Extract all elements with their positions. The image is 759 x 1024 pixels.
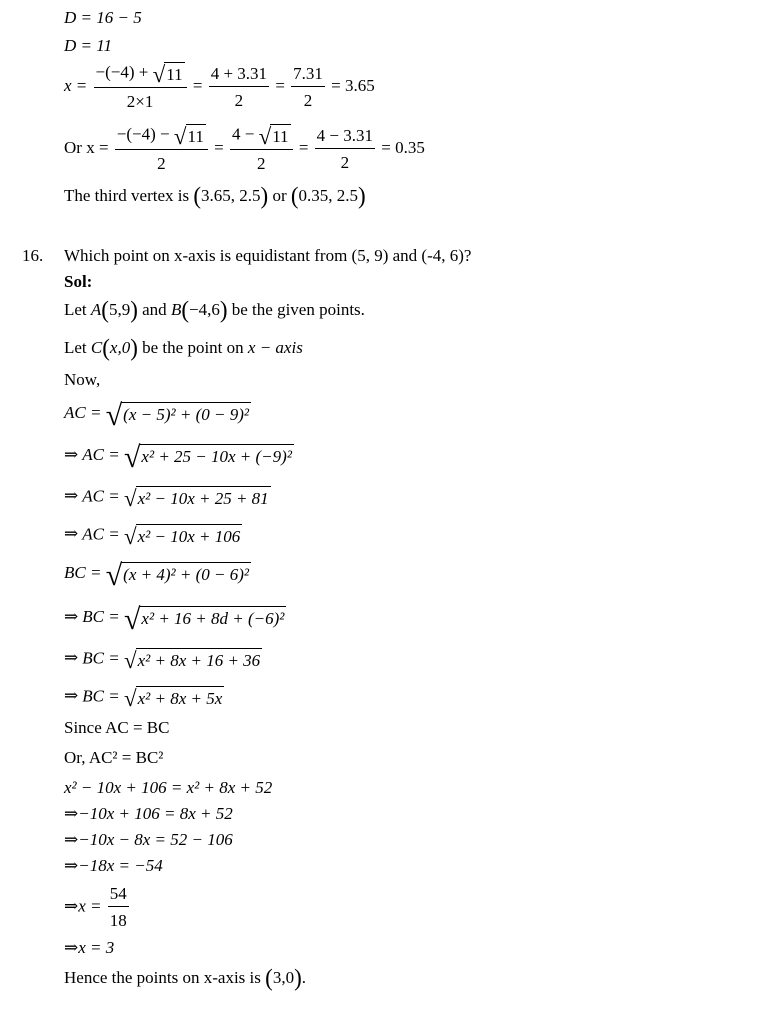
equation-step-1: x² − 10x + 106 = x² + 8x + 52: [64, 778, 273, 797]
ac-step-4: ⇒ AC = √x² − 10x + 106: [64, 524, 241, 549]
implies-icon: ⇒: [64, 486, 79, 506]
implies-icon: ⇒: [64, 606, 79, 626]
implies-icon: ⇒: [64, 830, 79, 849]
equation-step-3: ⇒−10x − 8x = 52 − 106: [64, 830, 233, 849]
point-c-line: Let C(x,0) be the point on x − axis: [64, 334, 303, 361]
bc-step-4: ⇒ BC = √x² + 8x + 5x: [64, 686, 223, 711]
equation-step-4: ⇒−18x = −54: [64, 856, 163, 875]
implies-icon: ⇒: [64, 524, 79, 544]
implies-icon: ⇒: [64, 856, 79, 875]
root-2-fraction-1: $\frac{-(-4) - √11}{2}$: [115, 124, 208, 174]
x-fraction: $\frac{54}{18}$: [109, 884, 127, 930]
root-2-fraction-3: $\frac{4 - 3.31}{2}$: [316, 125, 373, 172]
since-line: Since AC = BC: [64, 718, 170, 737]
conclusion-line: Hence the points on x-axis is (3,0).: [64, 964, 306, 991]
implies-icon: ⇒: [64, 444, 79, 464]
third-vertex-line: The third vertex is (3.65, 2.5) or (0.35, 2.5): [64, 182, 366, 209]
question-text: Which point on x-axis is equidistant from (5, 9) and (-4, 6)?: [64, 246, 472, 265]
implies-icon: ⇒: [64, 648, 79, 668]
root-1-fraction-2: $\frac{4 + 3.31}{2}$: [210, 63, 268, 110]
vertex-option-b: 0.35, 2.5: [298, 186, 359, 205]
ac-step-3: ⇒ AC = √x² − 10x + 25 + 81: [64, 486, 269, 511]
root-1-fraction-3: $\frac{7.31}{2}$: [293, 63, 323, 110]
ac-step-2: ⇒ AC = √x² + 25 − 10x + (−9)²: [64, 441, 292, 474]
bc-step-3: ⇒ BC = √x² + 8x + 16 + 36: [64, 648, 261, 673]
root-2-result: = 0.35: [381, 137, 425, 157]
implies-icon: ⇒: [64, 896, 79, 916]
root-1-lhs: x =: [64, 75, 88, 95]
answer-point: 3,0: [272, 968, 295, 987]
bc-step-1: BC = √(x + 4)² + (0 − 6)²: [64, 559, 249, 592]
root-2-equation: Or x = $\frac{-(-4) - √11}{2}$ = $\frac{4 - √11}{2}$ = $\frac{4 - 3.31}{2}$ = 0.35: [64, 124, 425, 173]
discriminant-line-1: D = 16 − 5: [64, 8, 142, 27]
equation-step-2: ⇒−10x + 106 = 8x + 52: [64, 804, 233, 823]
discriminant-line-2: D = 11: [64, 36, 112, 55]
solution-label: Sol:: [64, 272, 93, 291]
vertex-option-a: 3.65, 2.5: [201, 186, 261, 205]
root-1-result: = 3.65: [331, 75, 375, 95]
root-2-lhs: Or x =: [64, 137, 109, 157]
given-points-line: Let A(5,9) and B(−4,6) be the given points.: [64, 296, 365, 323]
equation-step-6: ⇒x = 3: [64, 938, 115, 957]
question-number: 16.: [22, 246, 44, 265]
squared-line: Or, AC² = BC²: [64, 748, 164, 767]
root-1-equation: x = $\frac{-(-4) + √11}{2\times 1}$ = $\frac{4 + 3.31}{2}$ = $\frac{7.31}{2}$ = 3.65: [64, 62, 375, 111]
implies-icon: ⇒: [64, 938, 79, 957]
bc-step-2: ⇒ BC = √x² + 16 + 8d + (−6)²: [64, 603, 285, 636]
implies-icon: ⇒: [64, 686, 79, 706]
now-label: Now,: [64, 370, 101, 389]
root-2-fraction-2: $\frac{4 - √11}{2}$: [230, 124, 293, 174]
ac-step-1: AC = √(x − 5)² + (0 − 9)²: [64, 399, 249, 432]
implies-icon: ⇒: [64, 804, 79, 823]
root-1-fraction-1: $\frac{-(-4) + √11}{2\times 1}$: [94, 62, 187, 112]
equation-step-5: ⇒x = $\frac{54}{18}$: [64, 884, 127, 930]
